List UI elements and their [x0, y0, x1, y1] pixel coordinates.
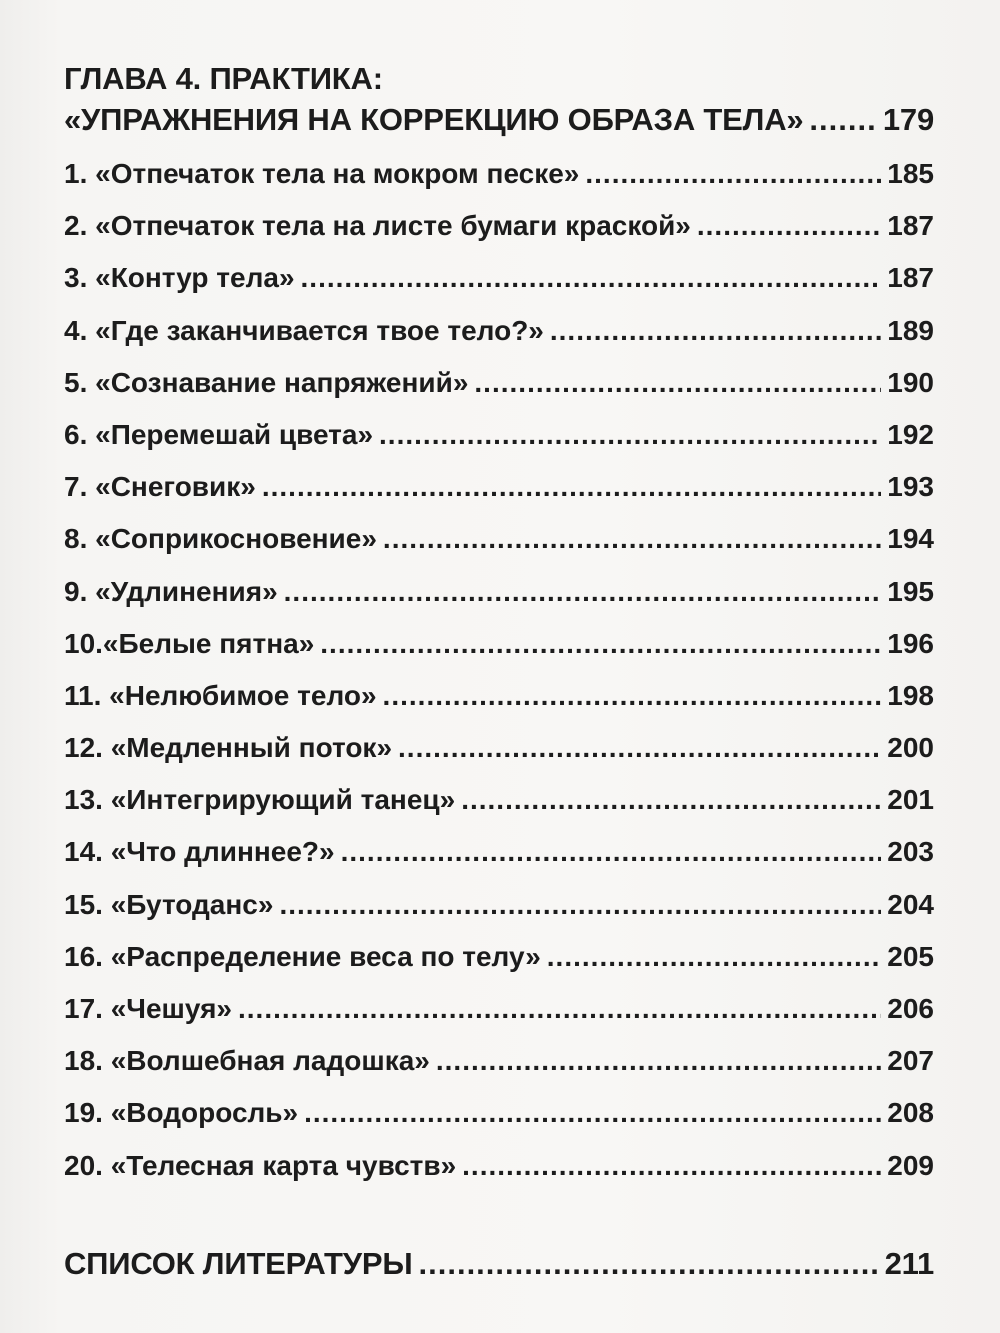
entry-page-number: 196	[887, 627, 934, 659]
dot-leader	[301, 252, 882, 304]
entry-page-number: 193	[887, 471, 934, 503]
dot-leader	[419, 1242, 879, 1286]
entry-title: 14. «Что длиннее?»	[64, 836, 335, 868]
dot-leader	[304, 1087, 881, 1139]
toc-entry	[64, 722, 934, 774]
toc-entry	[64, 1140, 934, 1192]
entry-page-number: 208	[887, 1097, 934, 1129]
dot-leader	[550, 305, 881, 357]
dot-leader	[320, 618, 881, 670]
dot-leader	[284, 566, 882, 618]
entry-title: 16. «Распределение веса по телу»	[64, 940, 541, 972]
entry-page-number: 192	[887, 418, 934, 450]
table-of-contents	[64, 60, 934, 1286]
toc-entry	[64, 1035, 934, 1087]
entry-page-number: 185	[887, 158, 934, 189]
dot-leader	[262, 461, 881, 513]
entry-title: 13. «Интегрирующий танец»	[64, 784, 456, 816]
toc-entry	[64, 200, 934, 252]
dot-leader	[585, 148, 881, 200]
dot-leader	[279, 879, 881, 931]
toc-entry	[64, 826, 934, 878]
toc-entry	[64, 409, 934, 461]
toc-entry	[64, 148, 934, 200]
entry-page-number: 187	[887, 262, 934, 294]
entry-title: 12. «Медленный поток»	[64, 732, 393, 764]
bibliography-entry	[64, 1242, 934, 1286]
bibliography-title: СПИСОК ЛИТЕРАТУРЫ	[64, 1245, 413, 1281]
entry-title: 8. «Соприкосновение»	[64, 523, 377, 555]
entry-page-number: 203	[887, 836, 934, 868]
toc-entry	[64, 1087, 934, 1139]
toc-entry	[64, 879, 934, 931]
dot-leader	[461, 774, 881, 826]
entry-page-number: 209	[887, 1149, 934, 1181]
dot-leader	[809, 98, 876, 142]
toc-entry	[64, 618, 934, 670]
entry-page-number: 207	[887, 1045, 934, 1077]
toc-entry	[64, 983, 934, 1035]
entry-title: 3. «Контур тела»	[64, 262, 295, 294]
toc-entry	[64, 931, 934, 983]
dot-leader	[238, 983, 881, 1035]
toc-entry	[64, 357, 934, 409]
entry-title: 6. «Перемешай цвета»	[64, 418, 374, 450]
entry-page-number: 201	[887, 784, 934, 816]
dot-leader	[697, 200, 881, 252]
entry-page-number: 194	[887, 523, 934, 555]
toc-entry	[64, 670, 934, 722]
entry-page-number: 195	[887, 575, 934, 607]
entry-page-number: 187	[887, 210, 934, 242]
entry-page-number: 200	[887, 732, 934, 764]
entry-page-number: 204	[887, 888, 934, 920]
chapter-heading: ГЛАВА 4. ПРАКТИКА:	[64, 61, 383, 96]
entry-title: 18. «Волшебная ладошка»	[64, 1045, 430, 1077]
entry-title: 15. «Бутоданс»	[64, 888, 274, 920]
entry-title: 19. «Водоросль»	[64, 1097, 299, 1129]
bibliography-page-number: 211	[884, 1245, 934, 1281]
entry-title: 2. «Отпечаток тела на листе бумаги краской»	[64, 210, 691, 242]
entry-page-number: 189	[887, 314, 934, 346]
toc-entry	[64, 513, 934, 565]
entry-page-number: 205	[887, 940, 934, 972]
entry-title: 10.«Белые пятна»	[64, 627, 315, 659]
dot-leader	[341, 826, 882, 878]
entry-title: 9. «Удлинения»	[64, 575, 278, 607]
dot-leader	[383, 513, 881, 565]
exercise-list	[64, 148, 934, 1192]
entry-page-number: 190	[887, 366, 934, 398]
chapter-page-number: 179	[882, 102, 934, 137]
entry-title: 5. «Сознавание напряжений»	[64, 366, 469, 398]
toc-entry	[64, 461, 934, 513]
dot-leader	[383, 670, 882, 722]
entry-page-number: 198	[887, 679, 934, 711]
toc-entry	[64, 305, 934, 357]
dot-leader	[379, 409, 881, 461]
toc-entry	[64, 774, 934, 826]
dot-leader	[474, 357, 881, 409]
entry-title: 17. «Чешуя»	[64, 993, 232, 1024]
entry-title: 11. «Нелюбимое тело»	[64, 679, 377, 711]
entry-title: 20. «Телесная карта чувств»	[64, 1149, 457, 1181]
entry-page-number: 206	[887, 993, 934, 1024]
dot-leader	[462, 1140, 881, 1192]
dot-leader	[398, 722, 881, 774]
toc-entry	[64, 252, 934, 304]
dot-leader	[547, 931, 882, 983]
entry-title: 4. «Где заканчивается твое тело?»	[64, 314, 544, 346]
chapter-subtitle: «УПРАЖНЕНИЯ НА КОРРЕКЦИЮ ОБРАЗА ТЕЛА»	[64, 102, 804, 137]
dot-leader	[436, 1035, 881, 1087]
entry-title: 7. «Снеговик»	[64, 471, 256, 503]
toc-entry	[64, 566, 934, 618]
chapter-heading-entry	[64, 98, 934, 142]
section-spacer	[64, 1192, 934, 1242]
entry-title: 1. «Отпечаток тела на мокром песке»	[64, 158, 580, 189]
